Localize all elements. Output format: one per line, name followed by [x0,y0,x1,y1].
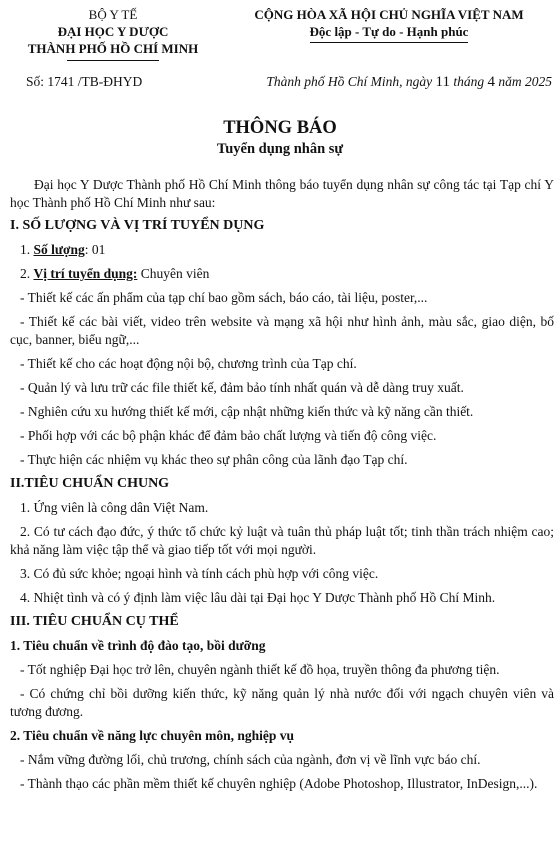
quantity-prefix: 1. [20,242,31,257]
duty-item: - Thiết kế cho các hoạt động nội bộ, chương trình của Tạp chí. [20,356,357,371]
duty-item: - Thiết kế các bài viết, video trên website và mạng xã hội như hình ảnh, màu sắc, giao diện, bố cục, banner, biểu ngữ,... [10,314,554,347]
general-criteria-item: 4. Nhiệt tình và có ý định làm việc lâu dài tại Đại học Y Dược Thành phố Hồ Chí Minh. [20,590,496,605]
university-name-line2: THÀNH PHỐ HỒ CHÍ MINH [27,41,199,56]
section-3-heading: III. TIÊU CHUẨN CỤ THỂ [10,614,179,629]
position-line [10,265,554,283]
duty-item: - Thực hiện các nhiệm vụ khác theo sự phân công của lãnh đạo Tạp chí. [20,452,408,467]
competency-criteria-item: - Thành thạo các phần mềm thiết kế chuyên nghiệp (Adobe Photoshop, Illustrator, InDesign,...). [20,776,538,791]
quantity-line [10,241,554,259]
country-name: CỘNG HÒA XÃ HỘI CHỦ NGHĨA VIỆT NAM [254,7,524,22]
duty-item: - Nghiên cứu xu hướng thiết kế mới, cập nhật những kiến thức và kỹ năng cần thiết. [20,404,474,419]
duty-item: - Thiết kế các ấn phẩm của tạp chí bao gồm sách, báo cáo, tài liệu, poster,... [20,290,428,305]
national-header [218,6,560,43]
general-criteria-item: 1. Ứng viên là công dân Việt Nam. [20,500,209,515]
section-1-heading: I. SỐ LƯỢNG VÀ VỊ TRÍ TUYỂN DỤNG [10,218,265,233]
date-month-word: tháng [453,74,485,89]
section-2-heading: II.TIÊU CHUẨN CHUNG [10,476,170,491]
document-subtitle: Tuyển dụng nhân sự [216,141,344,157]
position-value: Chuyên viên [137,266,210,281]
quantity-label: Số lượng [33,242,85,257]
place-and-date [266,74,552,91]
place-date-prefix: Thành phố Hồ Chí Minh, ngày [266,74,433,89]
duty-item: - Phối hợp với các bộ phận khác để đảm bảo chất lượng và tiến độ công việc. [20,428,437,443]
competency-criteria-item: - Nắm vững đường lối, chủ trương, chính sách của ngành, đơn vị về lĩnh vực báo chí. [20,752,481,767]
issuer-header [8,6,218,61]
position-label: Vị trí tuyển dụng: [33,266,138,281]
general-criteria-item: 2. Có tư cách đạo đức, ý thức tổ chức kỷ luật và tuân thủ pháp luật tốt; tinh thần trách nhiệm cao; khả năng làm việc tập thể và giao tiếp tốt với mọi người. [10,524,554,557]
position-prefix: 2. [20,266,31,281]
education-criteria-heading: 1. Tiêu chuẩn về trình độ đào tạo, bồi dưỡng [10,638,266,653]
quantity-value: : 01 [84,242,106,257]
issuer-underline [67,60,159,61]
date-day: 11 [435,74,450,90]
competency-criteria-heading: 2. Tiêu chuẩn về năng lực chuyên môn, nghiệp vụ [10,728,295,743]
education-criteria-item: - Tốt nghiệp Đại học trở lên, chuyên ngành thiết kế đồ họa, truyền thông đa phương tiện. [20,662,500,677]
date-year: năm 2025 [498,74,552,89]
document-title: THÔNG BÁO [223,118,337,138]
ministry-name: BỘ Y TẾ [88,7,138,22]
date-month: 4 [487,74,495,90]
university-name-line1: ĐẠI HỌC Y DƯỢC [57,24,169,39]
duty-item: - Quản lý và lưu trữ các file thiết kế, đảm bảo tính nhất quán và dễ dàng truy xuất. [20,380,464,395]
document-body [10,176,554,799]
national-motto: Độc lập - Tự do - Hạnh phúc [310,23,469,43]
education-criteria-item: - Có chứng chỉ bồi dưỡng kiến thức, kỹ năng quản lý nhà nước đối với ngạch chuyên viên và tương đương. [10,686,554,719]
general-criteria-item: 3. Có đủ sức khỏe; ngoại hình và tính cách phù hợp với công việc. [20,566,379,581]
intro-paragraph: Đại học Y Dược Thành phố Hồ Chí Minh thông báo tuyển dụng nhân sự công tác tại Tạp chí Y học Thành phố Hồ Chí Minh như sau: [10,177,554,210]
document-number: Số: 1741 /TB-ĐHYD [26,74,143,89]
